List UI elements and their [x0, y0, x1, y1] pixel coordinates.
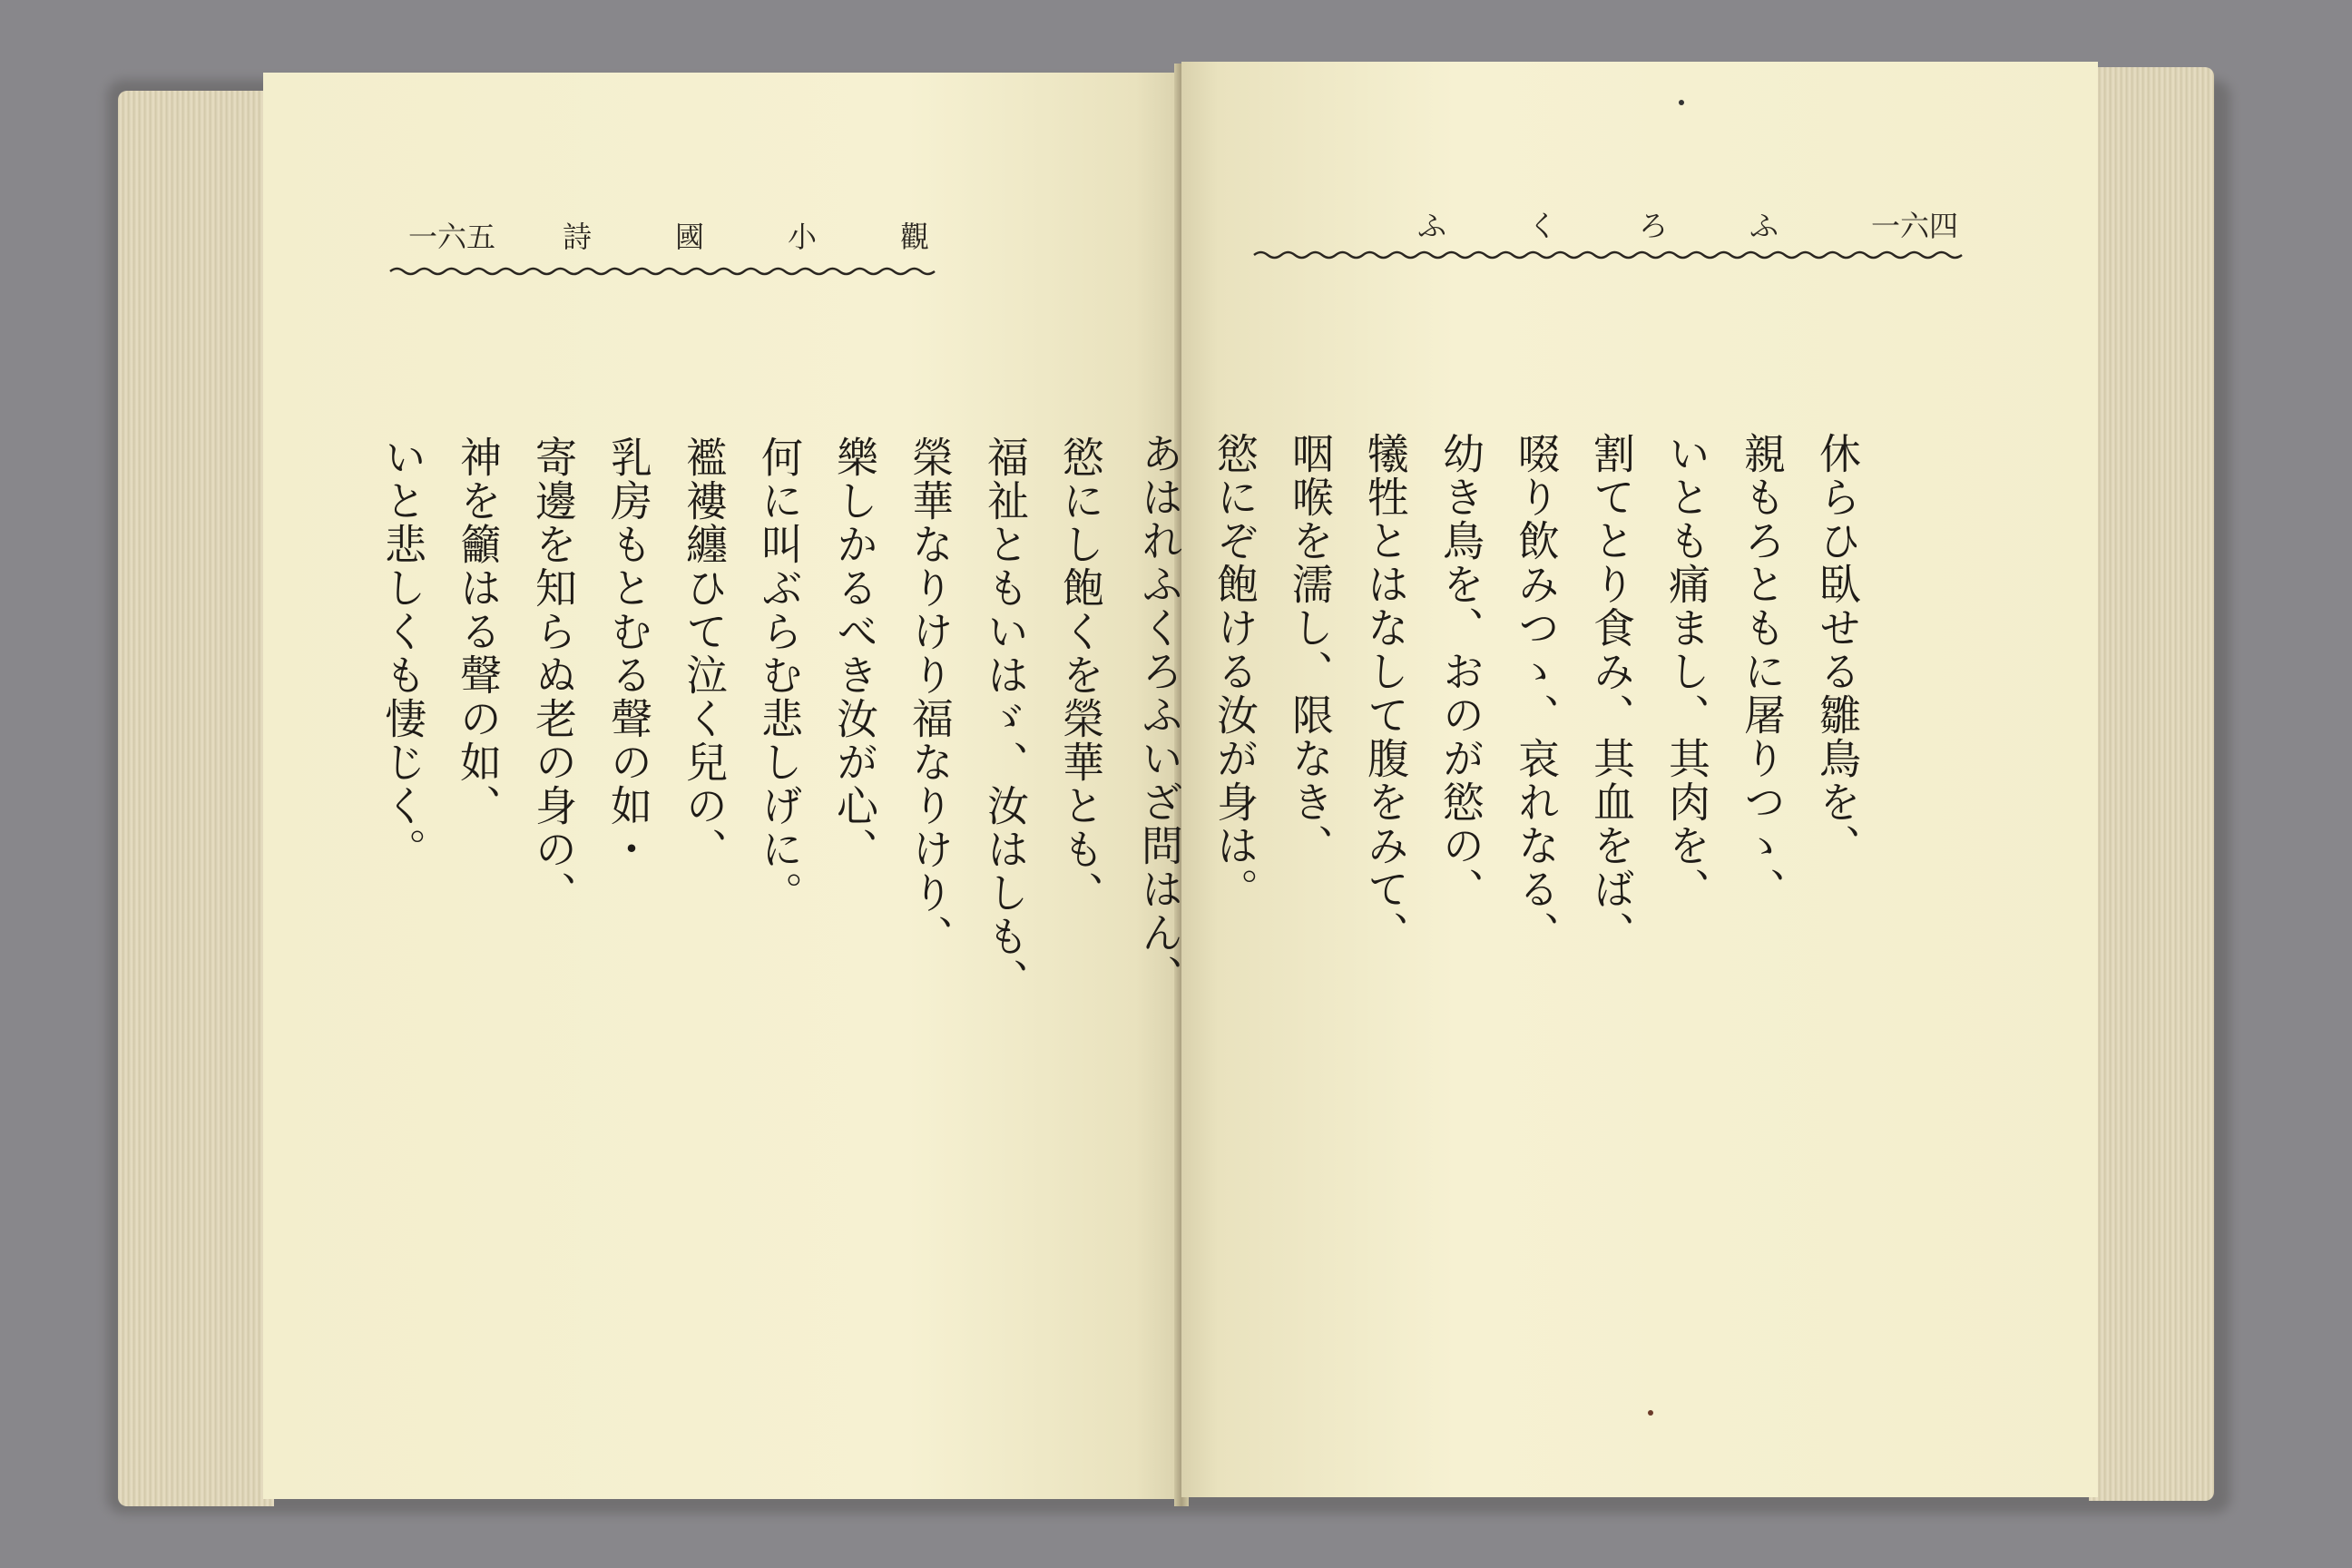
page-edges-left: [118, 91, 274, 1506]
page-edges-right: [2089, 67, 2214, 1501]
left-page-running-title: 詩國小觀: [563, 220, 1014, 254]
poem-line: 何に叫ぶらむ悲しげに。: [755, 436, 804, 915]
right-page-running-title: ふくろふ: [1417, 209, 1861, 243]
poem-line: 啜り飲みつゝ、哀れなる、: [1512, 432, 1561, 955]
paper-spot: [1648, 1410, 1653, 1416]
poem-line: 慾にぞ飽ける汝が身は。: [1210, 432, 1259, 911]
poem-line: 神を籲はる聲の如、: [454, 436, 503, 828]
poem-line: 福祉ともいはゞ、汝はしも、: [981, 436, 1030, 1002]
left-header-rule: [390, 263, 935, 279]
poem-line: 襤褸纏ひて泣く兒の、: [680, 436, 729, 871]
poem-line: 乳房もとむる聲の如・: [604, 436, 653, 871]
poem-line: 犧牲とはなして腹をみて、: [1361, 432, 1410, 955]
left-page-number: 一六五: [408, 220, 496, 254]
paper-spot: [1679, 100, 1684, 105]
poem-line: 咽喉を濡し、限なき、: [1286, 432, 1335, 867]
poem-line: 榮華なりけり福なりけり、: [906, 436, 955, 958]
right-page: [1135, 62, 2098, 1497]
poem-line: 慾にし飽くを榮華とも、: [1056, 436, 1105, 915]
poem-line: 割てとり食み、其血をば、: [1587, 432, 1636, 955]
poem-line: 親もろともに屠りつゝ、: [1738, 432, 1787, 911]
right-page-number: 一六四: [1871, 209, 1959, 243]
poem-line: あはれふくろふいざ問はん、: [1135, 432, 1184, 998]
poem-line: 休らひ臥せる雛鳥を、: [1813, 432, 1862, 867]
poem-line: 寄邊を知らぬ老の身の、: [529, 436, 578, 915]
poem-line: いとも痛まし、其肉を、: [1662, 432, 1711, 911]
poem-line: 幼き鳥を、おのが慾の、: [1436, 432, 1485, 911]
poem-line: いと悲しくも悽じく。: [378, 436, 427, 871]
left-page: [263, 73, 1184, 1499]
poem-line: 樂しかるべき汝が心、: [830, 436, 879, 871]
right-header-rule: [1254, 247, 1962, 263]
